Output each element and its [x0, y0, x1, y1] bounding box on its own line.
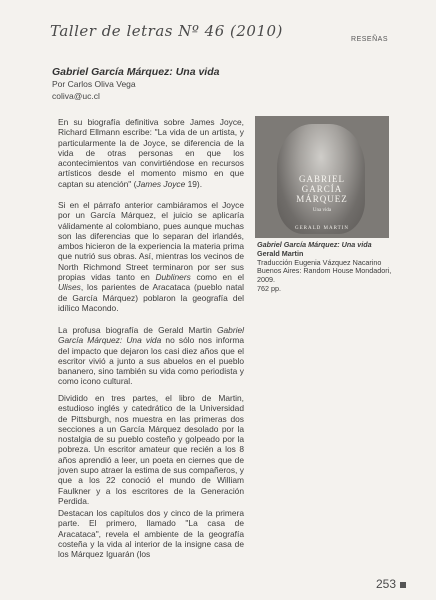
paragraph-2 — [58, 200, 244, 313]
paragraph-4-text: Dividido en tres partes, el libro de Martin, estudioso inglés y catedrático de la Universidad de Pittsburgh, nos muestra en las primeras dos secciones a un García Márquez desolado por la nostalgia de su pueblo costeño y golpeado por la pobreza. Un escritor amateur que recién a los 8 años aprendió a leer, un poeta en ciernes que de joven supo atraer la estima de sus compañeros, y que a los 22 conoció el mundo de William Faulkner y a los escritores de la Generación Perdida. — [58, 393, 244, 506]
book-cover-image — [255, 116, 389, 238]
paragraph-5-text: Destacan los capítulos dos y cinco de la primera parte. El primero, llamado "La casa de Aracataca", revela el ambiente de la geografía costeña y la vida al interior de la insigne casa de los Márquez Iguarán (los — [58, 508, 244, 560]
cover-title — [255, 174, 389, 204]
handwritten-annotation: Taller de letras Nº 46 (2010) — [50, 22, 283, 40]
cover-title-line-3: MÁRQUEZ — [296, 194, 348, 204]
book-info — [257, 241, 397, 294]
paragraph-1-italic: James Joyce — [136, 178, 186, 189]
paragraph-3-text-b: no sólo nos informa del impacto que dejaron los casi diez años que el escritor vivió a junto a sus abuelos en el pueblo bananero, sino también su vida como periodista y como icono cultural. — [58, 335, 244, 387]
paragraph-2-italic-1: Dubliners — [155, 272, 191, 283]
book-info-title: Gabriel García Márquez: Una vida — [257, 240, 372, 249]
cover-title-line-1: GABRIEL — [299, 174, 345, 184]
paragraph-1-text-a: En su biografía definitiva sobre James Joyce, Richard Ellmann escribe: "La vida de un artista, y particularmente la de Joyce, se diferencia de la vida de otras personas en que los acontecimientos van convirtiéndose en recursos artísticos desde el momento mismo en que captan su atención" ( — [58, 117, 244, 189]
cover-title-line-2: GARCÍA — [301, 184, 343, 194]
page-marker-square — [400, 582, 406, 588]
paragraph-2-italic-2: Ulises — [58, 282, 81, 293]
paragraph-4 — [58, 393, 244, 506]
page-number-text: 253 — [375, 577, 396, 591]
book-info-publisher: Buenos Aires: Random House Mondadori, 2009. — [257, 266, 392, 285]
paragraph-2-text-b: como en el — [190, 272, 244, 283]
cover-author: GERALD MARTIN — [295, 226, 349, 231]
paragraph-1 — [58, 117, 244, 189]
cover-subtitle: Una vida — [312, 208, 332, 213]
paragraph-2-text-a: Si en el párrafo anterior cambiáramos el Joyce por un García Márquez, el juicio se aplicaría válidamente al colombiano, pues aunque muchas son las diferencias que lo separan del irlandés, ambos hicieron de la experiencia la materia prima que nutrió sus obras. Así, mientras los vecinos de North Richmond Street terminaron por ser sus propias vidas tanto en — [58, 200, 244, 283]
book-info-pages: 762 pp. — [257, 283, 281, 293]
paragraph-2-text-c: , los parientes de Aracataca (pueblo natal de García Márquez) poblaron la geografía del idílico Macondo. — [58, 282, 244, 313]
paragraph-5 — [58, 508, 244, 559]
book-info-translation: Traducción Eugenia Vázquez Nacarino — [257, 257, 382, 267]
paragraph-1-text-b: 19). — [185, 178, 203, 189]
paragraph-3-italic: Gabriel García Márquez: Una vida — [58, 325, 244, 346]
article-byline: Por Carlos Oliva Vega — [52, 79, 136, 89]
paragraph-3 — [58, 325, 244, 387]
book-info-author: Gerald Martin — [257, 248, 304, 258]
section-label: RESEÑAS — [351, 36, 388, 43]
page-number — [376, 577, 406, 591]
author-email: coliva@uc.cl — [52, 91, 100, 101]
paragraph-3-text-a: La profusa biografía de Gerald Martin — [58, 325, 217, 335]
article-title: Gabriel García Márquez: Una vida — [52, 66, 220, 78]
